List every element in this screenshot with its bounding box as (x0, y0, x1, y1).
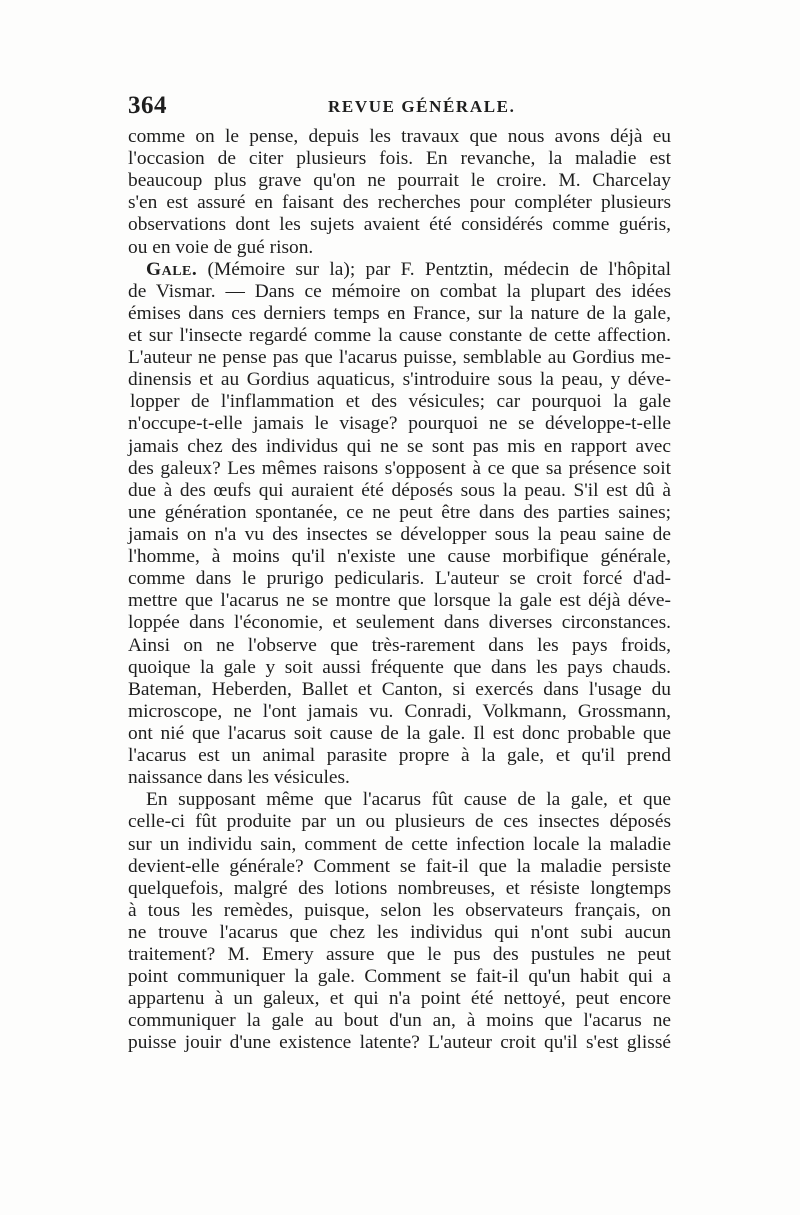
text-line: traitement? M. Emery assure que le pus des pustules ne peut (128, 944, 671, 966)
text-line: ne trouve l'acarus que chez les individus qui n'ont subi aucun (128, 921, 671, 943)
text-line: quoique la gale y soit aussi fréquente que dans les pays chauds. (128, 656, 671, 678)
text-line: Bateman, Heberden, Ballet et Canton, si exercés dans l'usage du (128, 678, 671, 700)
text-line: jamais on n'a vu des insectes se développer sous la peau saine de (128, 523, 671, 545)
page-header (128, 92, 671, 122)
text-line: l'acarus est un animal parasite propre à la gale, et qu'il prend (128, 745, 671, 767)
text-line: communiquer la gale au bout d'un an, à moins que l'acarus ne (128, 1010, 671, 1032)
text-line: puisse jouir d'une existence latente? L'auteur croit qu'il s'est glissé (128, 1032, 671, 1054)
text-line: ont nié que l'acarus soit cause de la gale. Il est donc probable que (128, 722, 671, 744)
text-line: émises dans ces derniers temps en France, sur la nature de la gale, (128, 302, 671, 324)
text-line: et sur l'insecte regardé comme la cause constante de cette affection. (128, 324, 671, 346)
text-line: due à des œufs qui auraient été déposés sous la peau. S'il est dû à (128, 479, 671, 501)
text-line: l'homme, à moins qu'il n'existe une cause morbifique générale, (128, 546, 671, 568)
text-line: une génération spontanée, ce ne peut être dans des parties saines; (128, 501, 671, 523)
text-line: sur un individu sain, comment de cette infection locale la maladie (128, 833, 671, 855)
running-title: REVUE GÉNÉRALE. (328, 97, 516, 116)
paragraph-gale-article (128, 259, 671, 790)
text-line: jamais chez des individus qui ne se sont pas mis en rapport avec (128, 435, 671, 457)
page-number: 364 (128, 92, 167, 119)
text-line: de Vismar. — Dans ce mémoire on combat la plupart des idées (128, 280, 671, 302)
paragraph-supposing (128, 789, 671, 1054)
text-line: comme dans le prurigo pedicularis. L'auteur se croit forcé d'ad- (128, 568, 671, 590)
text-line: beaucoup plus grave qu'on ne pourrait le croire. M. Charcelay (128, 170, 671, 192)
text-line: En supposant même que l'acarus fût cause de la gale, et que (146, 789, 671, 811)
text-line: devient-elle générale? Comment se fait-il que la maladie persiste (128, 855, 671, 877)
article-intro: (Mémoire sur la); par F. Pentztin, médecin de l'hôpital (207, 258, 671, 280)
text-line (128, 259, 671, 281)
text-line: point communiquer la gale. Comment se fait-il qu'un habit qui a (128, 966, 671, 988)
text-line: appartenu à un galeux, et qui n'a point été nettoyé, peut encore (128, 988, 671, 1010)
text-line: dinensis et au Gordius aquaticus, s'introduire sous la peau, y déve- (128, 369, 671, 391)
text-line: ou en voie de gué rison. (128, 236, 314, 258)
article-heading: Gale. (146, 258, 198, 280)
text-line: à tous les remèdes, puisque, selon les observateurs français, on (128, 899, 671, 921)
paragraph-continuation (128, 126, 671, 259)
text-line: comme on le pense, depuis les travaux que nous avons déjà eu (128, 126, 671, 147)
text-line: n'occupe-t-elle jamais le visage? pourquoi ne se développe-t-elle (128, 413, 671, 435)
text-line: celle-ci fût produite par un ou plusieurs de ces insectes déposés (128, 811, 671, 833)
body-text (128, 126, 671, 1055)
text-line: microscope, ne l'ont jamais vu. Conradi, Volkmann, Grossmann, (128, 700, 671, 722)
text-line: Ainsi on ne l'observe que très-rarement dans les pays froids, (128, 634, 671, 656)
text-line: quelquefois, malgré des lotions nombreuses, et résiste longtemps (128, 877, 671, 899)
text-line: s'en est assuré en faisant des recherches pour compléter plusieurs (128, 192, 671, 214)
text-line: L'auteur ne pense pas que l'acarus puisse, semblable au Gordius me- (128, 347, 671, 369)
text-line: l'occasion de citer plusieurs fois. En revanche, la maladie est (128, 148, 671, 170)
text-line: lopper de l'inflammation et des vésicules; car pourquoi la gale (130, 391, 671, 413)
text-line: naissance dans les vésicules. (128, 767, 350, 789)
text-line: des galeux? Les mêmes raisons s'opposent à ce que sa présence soit (128, 457, 671, 479)
text-line: loppée dans l'économie, et seulement dans diverses circonstances. (128, 612, 671, 634)
text-line: mettre que l'acarus ne se montre que lorsque la gale est déjà déve- (128, 590, 671, 612)
text-line: observations dont les sujets avaient été considérés comme guéris, (128, 214, 671, 236)
